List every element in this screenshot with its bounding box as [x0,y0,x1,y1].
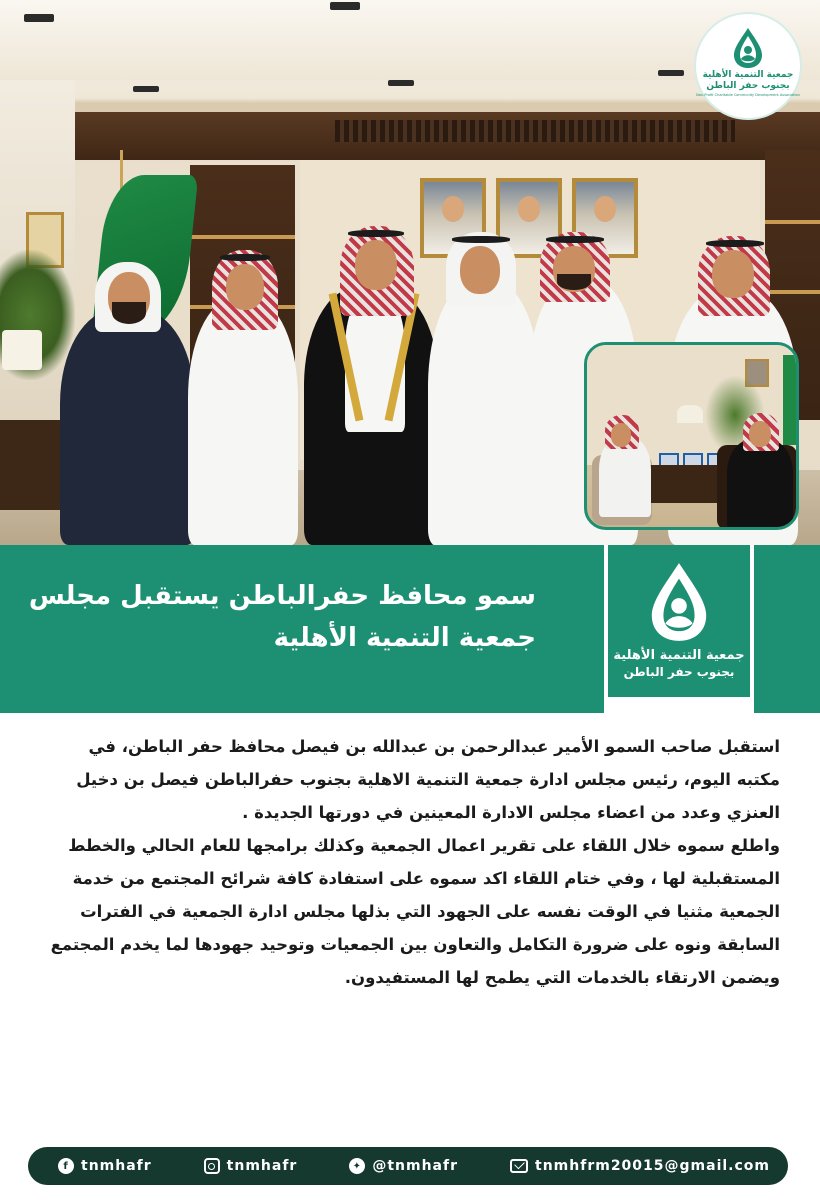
twitter-icon: ✦ [349,1158,365,1174]
facebook-handle: tnmhafr [81,1158,152,1174]
inset-photo [584,342,799,530]
headline [16,575,536,659]
headline-line2: جمعية التنمية الأهلية [273,623,536,653]
twitter-link[interactable] [349,1158,458,1174]
association-logo-icon [730,26,766,70]
article-paragraph-1: استقبل صاحب السمو الأمير عبدالرحمن بن عبدالله بن فيصل محافظ حفر الباطن، في مكتبه اليوم، رئيس مجلس ادارة جمعية التنمية الاهلية بجنوب حفرالباطن فيصل بن دخيل العنزي وعدد من اعضاء مجلس الادارة المعينين في دورتها الجديدة . [76,737,780,822]
instagram-link[interactable] [204,1158,298,1174]
logo-name-line2: بجنوب حفر الباطن [706,81,790,91]
association-logo-icon [644,559,714,645]
logo-english-name: Non-Profit Charitable Community Development Association [696,93,800,97]
title-banner [0,545,820,713]
twitter-handle: @tnmhafr [372,1158,458,1174]
email-icon [510,1159,528,1173]
logo-side-panel [604,545,754,713]
social-footer [28,1147,788,1185]
instagram-handle: tnmhafr [226,1158,298,1174]
news-photo [0,0,820,545]
email-link[interactable] [510,1158,770,1174]
headline-line1: سمو محافظ حفرالباطن يستقبل مجلس [28,581,536,611]
article-body [40,730,780,994]
email-address: tnmhfrm20015@gmail.com [535,1158,770,1174]
association-logo-top [694,12,802,120]
logo-name-line1: جمعية التنمية الأهلية [702,70,794,80]
facebook-icon: f [58,1158,74,1174]
facebook-link[interactable] [58,1158,152,1174]
side-logo-name-line2: بجنوب حفر الباطن [623,665,735,679]
instagram-icon [204,1158,220,1174]
article-paragraph-2: واطلع سموه خلال اللقاء على تقرير اعمال الجمعية وكذلك برامجها للعام الحالي والخطط المستقبلية لها ، وفي ختام اللقاء اكد سموه على استفادة كافة شرائح المجتمع من خدمة الجمعية مثنيا في الوقت نفسه على الجهود التي بذلها مجلس ادارة الجمعية في الفترات السابقة ونوه على ضرورة التكامل والتعاون بين الجمعيات وتوحيد جهودها لما يخدم المجتمع ويضمن الارتقاء بالخدمات التي يطمح لها المستفيدون. [50,836,780,987]
side-logo-name-line1: جمعية التنمية الأهلية [613,648,745,663]
